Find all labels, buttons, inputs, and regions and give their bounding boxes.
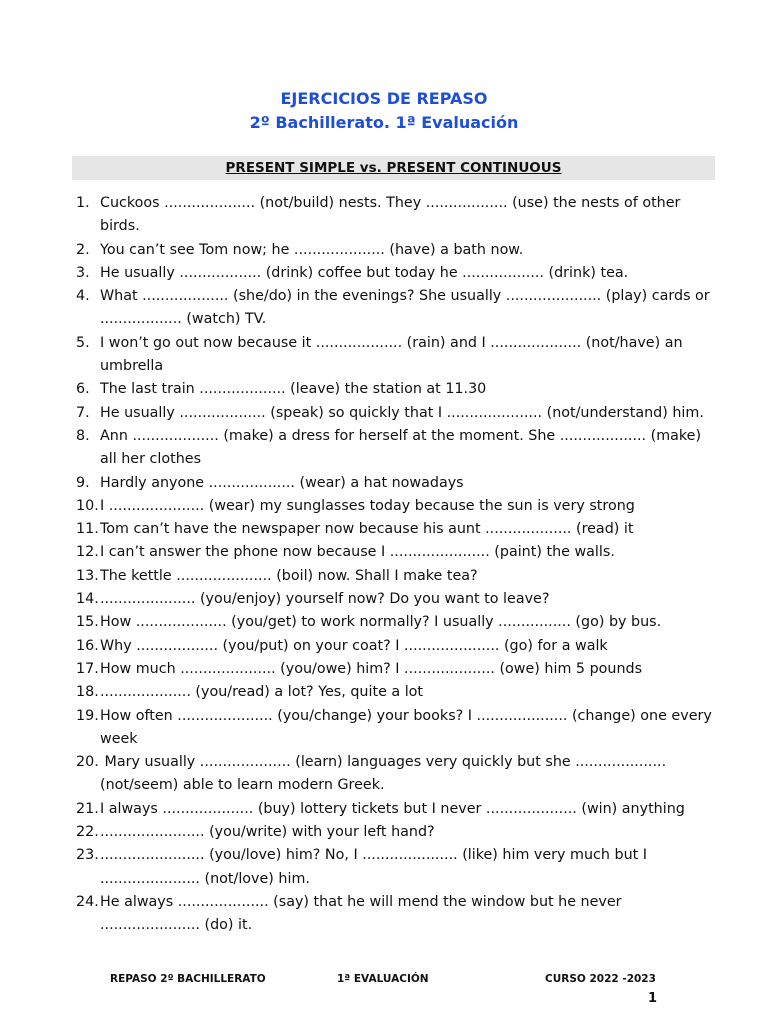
exercise-number: 15.	[76, 614, 99, 631]
exercise-text: Tom can’t have the newspaper now because his aunt ................... (read) it	[100, 521, 634, 538]
exercise-text: Mary usually .................... (learn) languages very quickly but she .................... (not/seem) able to learn modern Greek.	[100, 754, 671, 794]
exercise-text: He usually ................... (speak) so quickly that I ..................... (not/understand) him.	[100, 404, 704, 421]
exercise-item	[76, 402, 716, 425]
exercise-number: 22.	[76, 824, 99, 841]
exercise-item	[76, 541, 716, 564]
exercise-item	[76, 658, 716, 681]
exercise-item	[76, 425, 716, 472]
exercise-list	[76, 192, 716, 938]
exercise-text: I ..................... (wear) my sunglasses today because the sun is very strong	[100, 497, 635, 514]
exercise-number: 23.	[76, 847, 99, 864]
footer-center: 1ª EVALUACIÓN	[337, 973, 429, 985]
exercise-number: 5.	[76, 334, 90, 351]
exercise-number: 24.	[76, 893, 99, 910]
exercise-number: 7.	[76, 404, 90, 421]
exercise-number: 10.	[76, 497, 99, 514]
exercise-text: .................... (you/read) a lot? Yes, quite a lot	[100, 684, 424, 701]
exercise-number: 8.	[76, 427, 90, 444]
page-title: EJERCICIOS DE REPASO	[280, 89, 488, 108]
exercise-text: How often ..................... (you/change) your books? I .................... (change) one every week	[100, 707, 717, 747]
exercise-item	[76, 192, 716, 239]
exercise-item	[76, 332, 716, 379]
exercise-text: Hardly anyone ................... (wear) a hat nowadays	[100, 474, 464, 491]
exercise-item	[76, 518, 716, 541]
exercise-number: 20.	[76, 754, 99, 771]
exercise-text: Ann ................... (make) a dress for herself at the moment. She ................... (make) all her clothes	[100, 427, 706, 468]
exercise-item	[76, 472, 716, 495]
exercise-text: Cuckoos .................... (not/build) nests. They .................. (use) the nests of other birds.	[100, 195, 685, 235]
exercise-number: 1.	[76, 195, 90, 211]
page-number: 1	[648, 991, 658, 1006]
exercise-item	[76, 635, 716, 658]
exercise-text: Why .................. (you/put) on your coat? I ..................... (go) for a walk	[100, 637, 608, 654]
exercise-number: 2.	[76, 241, 90, 258]
exercise-item	[76, 844, 716, 891]
exercise-item	[76, 588, 716, 611]
exercise-text: He usually .................. (drink) coffee but today he .................. (drink) tea.	[100, 264, 629, 281]
exercise-item	[76, 378, 716, 401]
exercise-text: I can’t answer the phone now because I ...................... (paint) the walls.	[100, 544, 615, 561]
exercise-number: 6.	[76, 381, 90, 398]
exercise-item	[76, 239, 716, 262]
exercise-number: 13.	[76, 567, 99, 584]
exercise-text: What ................... (she/do) in the evenings? She usually ..................... (play) cards or .................. (watch) TV.	[100, 288, 715, 328]
exercise-text: You can’t see Tom now; he .................... (have) a bath now.	[100, 241, 524, 258]
exercise-text: I always .................... (buy) lottery tickets but I never .................... (win) anything	[100, 800, 685, 817]
exercise-text: The last train ................... (leave) the station at 11.30	[100, 381, 487, 398]
exercise-number: 16.	[76, 637, 99, 654]
exercise-item	[76, 565, 716, 588]
exercise-number: 9.	[76, 474, 90, 491]
footer-left: REPASO 2º BACHILLERATO	[110, 973, 266, 985]
exercise-text: ....................... (you/write) with your left hand?	[100, 824, 435, 841]
exercise-number: 11.	[76, 521, 99, 538]
exercise-number: 14.	[76, 591, 99, 608]
exercise-item	[76, 611, 716, 634]
footer-right: CURSO 2022 -2023	[545, 973, 656, 985]
exercise-item	[76, 891, 716, 938]
exercise-item	[76, 705, 716, 752]
exercise-item	[76, 262, 716, 285]
exercise-number: 17.	[76, 660, 99, 677]
exercise-item	[76, 285, 716, 332]
exercise-text: I won’t go out now because it ................... (rain) and I .................... (not/have) an umbrella	[100, 334, 688, 375]
page-subtitle: 2º Bachillerato. 1ª Evaluación	[249, 113, 519, 132]
exercise-text: ....................... (you/love) him? No, I ..................... (like) him very much but I ...................... (not/love) him.	[100, 847, 652, 887]
exercise-item	[76, 495, 716, 518]
exercise-item	[76, 681, 716, 704]
exercise-text: How much ..................... (you/owe) him? I .................... (owe) him 5 pounds	[100, 660, 643, 677]
exercise-number: 18.	[76, 684, 99, 701]
exercise-item	[76, 821, 716, 844]
exercise-number: 19.	[76, 707, 99, 724]
exercise-item	[76, 798, 716, 821]
exercise-text: How .................... (you/get) to work normally? I usually ................ (go) by bus.	[100, 614, 662, 631]
exercise-item	[76, 751, 716, 798]
exercise-number: 21.	[76, 800, 99, 817]
exercise-text: ..................... (you/enjoy) yourself now? Do you want to leave?	[100, 591, 550, 608]
exercise-text: He always .................... (say) that he will mend the window but he never ...................... (do) it.	[100, 893, 627, 934]
exercise-number: 12.	[76, 544, 99, 561]
exercise-number: 3.	[76, 264, 90, 281]
exercise-text: The kettle ..................... (boil) now. Shall I make tea?	[100, 567, 478, 584]
exercise-number: 4.	[76, 288, 90, 305]
section-heading: PRESENT SIMPLE vs. PRESENT CONTINUOUS	[72, 156, 715, 180]
